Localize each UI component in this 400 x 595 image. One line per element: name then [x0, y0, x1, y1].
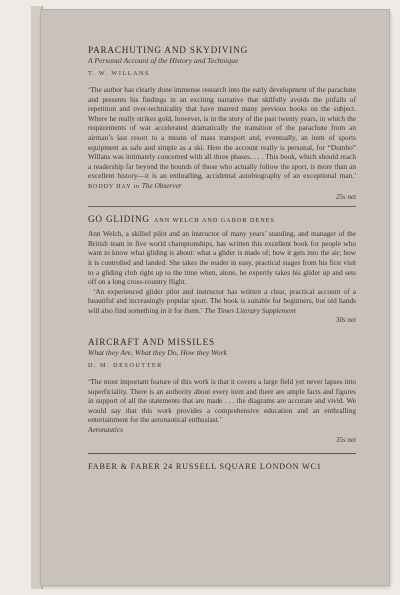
review-quote [88, 377, 356, 425]
book-subtitle: What they Are, What they Do, How they Work [88, 348, 227, 358]
book-entry-aircraft [88, 336, 356, 445]
book-entry-parachuting [88, 44, 356, 207]
review-source-name: BODDY HAY in [88, 182, 140, 190]
review-source-publication: The Times Literary Supplement [204, 305, 296, 315]
book-author: D. M. DESOUTTER [88, 362, 163, 370]
review-source-publication: The Observer [141, 180, 182, 190]
review-text: ‘An experienced glider pilot and instructor has written a clear, practical account of a beautiful and increasingly popular sport. The book is suitable for beginners, but old hands will also find something in it for them.’ [88, 286, 356, 315]
book-subtitle: A Personal Account of the History and Technique [88, 56, 239, 65]
section-divider [88, 206, 356, 207]
book-authors: ANN WELCH AND GABOR DENES [153, 217, 275, 225]
review-quote [88, 287, 356, 316]
book-title: PARACHUTING AND SKYDIVING [88, 45, 249, 55]
book-title-line [88, 213, 356, 227]
book-price: 25s net [335, 192, 356, 201]
book-title: GO GLIDING [88, 214, 150, 225]
book-entry-gliding [88, 213, 356, 326]
jacket-text [88, 44, 356, 472]
publisher-imprint: FABER & FABER 24 RUSSELL SQUARE LONDON WC1 [88, 462, 322, 472]
review-source-publication: Aeronautics [88, 425, 123, 435]
review-text: ‘The author has clearly done immense research into the early development of the parachute and presents his findings in an exciting narrative that skilfully avoids the pitfalls of repetition and over-technicality that have marred many previous books on the subject. Where he really strikes gold, however, is in the story of the past twenty years, in which the requirements of war accelerated dramatically the transition of the parachute from an airman’s last resort to a means of mass transport and, eventually, an item of sports equipment as safe and simple as a ski. Here the account really is personal, for “Dumbo” Willans was intimately concerned with all three phases. . . . This book, which should reach a readership far beyond the bounds of those who actually follow the sport, is more than an excellent history—it is an enthralling, accidental autobiography of an exceptional man.’ [88, 85, 356, 181]
book-author: T. W. WILLANS [88, 70, 150, 77]
book-price: 30s net [335, 316, 356, 325]
review-quote [88, 85, 356, 192]
book-price: 35s net [335, 435, 356, 444]
review-text: ‘The most important feature of this work is that it covers a large field yet never lapses into superficiality. There is an authority about every item and there are ample facts and figures in support of all the statements that are made . . . the diagrams are accurate and vivid. We would say that this work provides a comprehensive education and an enthralling entertainment for the aeronautical enthusiast.’ [88, 377, 356, 425]
book-description: Ann Welch, a skilled pilot and an instructor of many years’ standing, and manager of the British team in five world championships, has written this excellent book for people who want to know what gliding is about: what a glider is made of; how it gets into the air; how it is controlled and landed. She takes the reader in easy, practical stages from his first visit to a gliding club right up to the time when, alone, he expertly takes his glider up and sets off on a long cross-country flight. [88, 229, 356, 287]
book-title: AIRCRAFT AND MISSILES [88, 337, 215, 348]
